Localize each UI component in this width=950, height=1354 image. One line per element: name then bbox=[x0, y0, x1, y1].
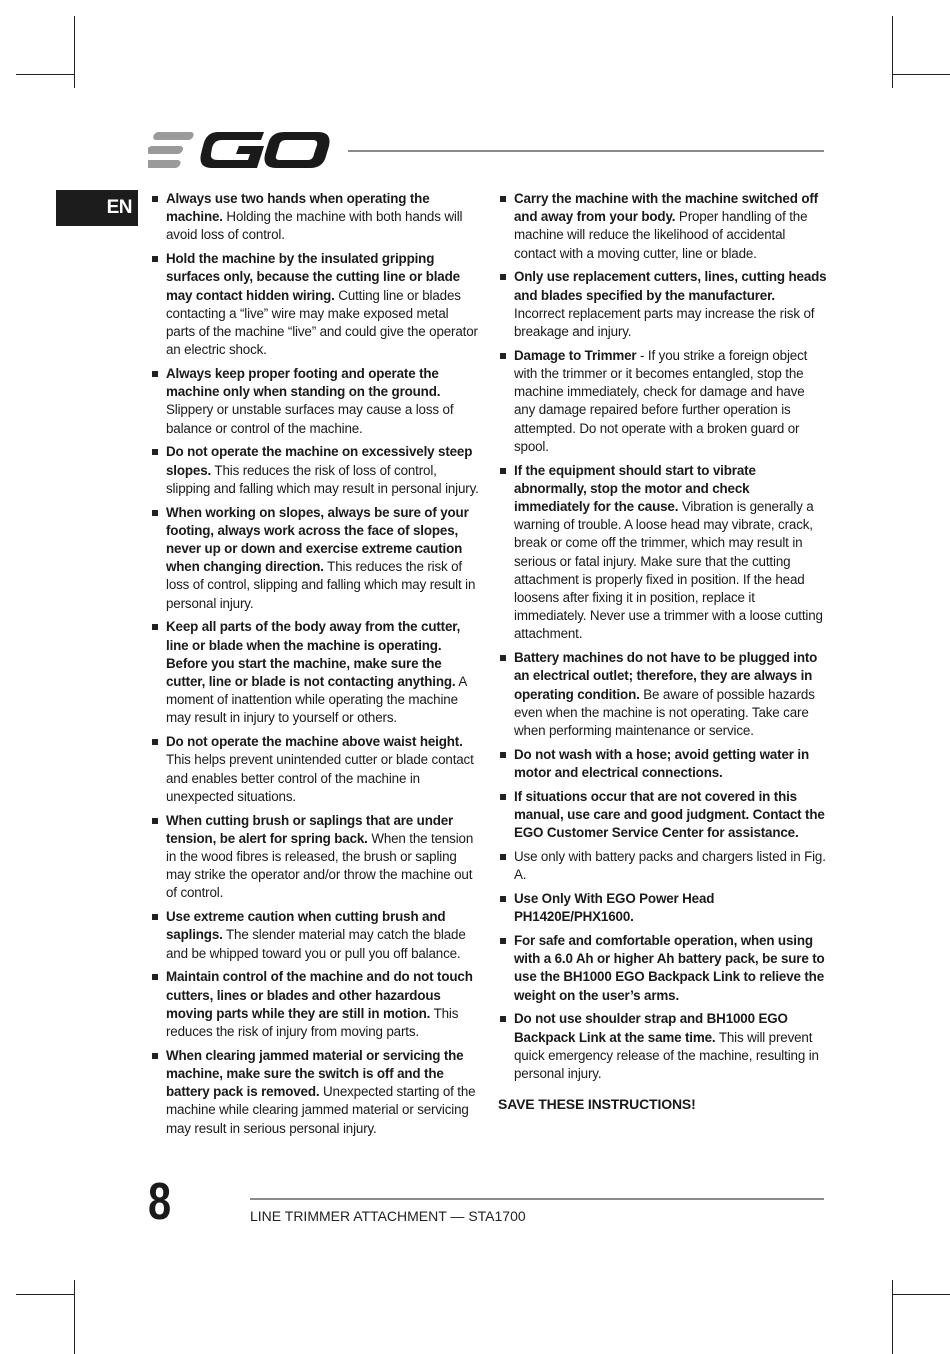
instruction-bold: Keep all parts of the body away from the cutter, line or blade when the machine is operating. Before you start the machine, make sure the cutter, line or blade is not contacting anything. bbox=[166, 619, 461, 690]
instruction-text: This reduces the risk of injury from moving parts. bbox=[166, 1005, 459, 1040]
instruction-text: Use only with battery packs and chargers listed in Fig. A. bbox=[514, 849, 826, 883]
crop-mark bbox=[74, 16, 75, 88]
instruction-text: This will prevent quick emergency release of the machine, resulting in personal injury. bbox=[514, 1029, 819, 1082]
instruction-item bbox=[498, 746, 828, 782]
instruction-item bbox=[150, 190, 480, 245]
instruction-bold: Do not operate the machine above waist height. bbox=[166, 734, 463, 750]
crop-mark bbox=[16, 74, 74, 75]
instruction-item bbox=[498, 347, 828, 456]
instruction-bold: When cutting brush or saplings that are under tension, be alert for spring back. bbox=[166, 812, 454, 846]
instruction-item bbox=[498, 890, 828, 926]
instruction-bold: Maintain control of the machine and do not touch cutters, lines or blades and other hazardous moving parts while they are still in motion. bbox=[166, 969, 473, 1021]
instruction-bold: When clearing jammed material or servicing the machine, make sure the switch is off and the battery pack is removed. bbox=[166, 1047, 464, 1100]
instruction-bold: If the equipment should start to vibrate abnormally, stop the motor and check immediately for the cause. bbox=[514, 462, 756, 515]
instruction-text: Holding the machine with both hands will avoid loss of control. bbox=[166, 209, 463, 243]
instruction-text: Incorrect replacement parts may increase the risk of breakage and injury. bbox=[514, 305, 815, 340]
instruction-item bbox=[498, 649, 828, 740]
instruction-item bbox=[150, 968, 480, 1041]
instruction-bold: Use Only With EGO Power Head PH1420E/PHX1600. bbox=[514, 891, 715, 925]
instruction-text: - If you strike a foreign object with the trimmer or it becomes entangled, stop the machine immediately, check for damage and have any damage repaired before further operation is attempted. Do not operate with a broken guard or spool. bbox=[514, 347, 808, 454]
instruction-item bbox=[498, 462, 828, 644]
instruction-bold: Do not use shoulder strap and BH1000 EGO Backpack Link at the same time. bbox=[514, 1011, 788, 1045]
page-number: 8 bbox=[148, 1173, 170, 1231]
instruction-bold: Always use two hands when operating the machine. bbox=[166, 191, 430, 225]
footer-title: LINE TRIMMER ATTACHMENT — STA1700 bbox=[250, 1208, 526, 1224]
crop-mark bbox=[892, 1280, 893, 1354]
instruction-item bbox=[150, 504, 480, 613]
instruction-item bbox=[150, 908, 480, 963]
instruction-bold: Use extreme caution when cutting brush and saplings. bbox=[166, 909, 446, 943]
instruction-bold: Only use replacement cutters, lines, cutting heads and blades specified by the manufacturer. bbox=[514, 269, 827, 303]
ego-logo bbox=[148, 128, 332, 172]
instruction-bold: Do not wash with a hose; avoid getting water in motor and electrical connections. bbox=[514, 746, 810, 781]
instruction-text: Cutting line or blades contacting a “live” wire may make exposed metal parts of the machine “live” and could give the operator an electric shock. bbox=[166, 287, 478, 358]
instruction-item bbox=[150, 1047, 480, 1138]
instruction-text: The slender material may catch the blade and be whipped toward you or pull you off balance. bbox=[166, 927, 466, 961]
instruction-item bbox=[498, 268, 828, 341]
instruction-bold: Hold the machine by the insulated gripping surfaces only, because the cutting line or blade may contact hidden wiring. bbox=[166, 251, 460, 303]
instruction-text: Be aware of possible hazards even when the machine is not operating. Take care when performing maintenance or service. bbox=[514, 686, 815, 739]
instruction-item bbox=[150, 443, 480, 498]
crop-mark bbox=[892, 74, 950, 75]
instruction-text: Proper handling of the machine will reduce the likelihood of accidental contact with a moving cutter, line or blade. bbox=[514, 209, 808, 261]
instruction-text: This helps prevent unintended cutter or blade contact and enables better control of the machine in unexpected situations. bbox=[166, 752, 474, 804]
instruction-bold: Battery machines do not have to be plugged into an electrical outlet; therefore, they are always in operating condition. bbox=[514, 650, 818, 702]
instruction-item bbox=[150, 250, 480, 359]
header-rule bbox=[348, 150, 824, 152]
instruction-item bbox=[150, 365, 480, 438]
instruction-item bbox=[150, 812, 480, 903]
instruction-item bbox=[150, 733, 480, 806]
instruction-text: Vibration is generally a warning of trouble. A loose head may vibrate, crack, break or come off the trimmer, which may result in serious or fatal injury. Make sure that the cutting attachment is properly fixed in position. If the head loosens after fixing it in position, replace it immediately. Never use a trimmer with a loose cutting attachment. bbox=[514, 499, 823, 642]
instruction-text: A moment of inattention while operating the machine may result in injury to yourself or others. bbox=[166, 674, 467, 726]
instruction-item bbox=[498, 190, 828, 263]
instruction-text: Unexpected starting of the machine while clearing jammed material or servicing may result in serious personal injury. bbox=[166, 1084, 476, 1136]
instruction-text: This reduces the risk of loss of control, slipping and falling which may result in personal injury. bbox=[166, 462, 479, 496]
crop-mark bbox=[892, 16, 893, 88]
instruction-item bbox=[150, 618, 480, 727]
instruction-bold: Damage to Trimmer bbox=[514, 347, 637, 363]
crop-mark bbox=[74, 1280, 75, 1354]
right-column bbox=[498, 190, 828, 1113]
language-tab: EN bbox=[56, 190, 138, 226]
instruction-bold: When working on slopes, always be sure of your footing, always work across the face of slopes, never up or down and exercise extreme caution when changing direction. bbox=[166, 504, 469, 575]
instruction-bold: Always keep proper footing and operate the machine only when standing on the ground. bbox=[166, 366, 441, 400]
instruction-text: This reduces the risk of loss of control, slipping and falling which may result in personal injury. bbox=[166, 559, 476, 611]
instruction-text: Slippery or unstable surfaces may cause a loss of balance or control of the machine. bbox=[166, 402, 454, 436]
footer-rule bbox=[250, 1198, 824, 1200]
instruction-bold: If situations occur that are not covered in this manual, use care and good judgment. Contact the EGO Customer Service Center for assistance. bbox=[514, 788, 825, 841]
instruction-item bbox=[498, 848, 828, 884]
save-instructions: SAVE THESE INSTRUCTIONS! bbox=[498, 1096, 696, 1113]
instruction-item bbox=[498, 932, 828, 1005]
instruction-bold: For safe and comfortable operation, when using with a 6.0 Ah or higher Ah battery pack, be sure to use the BH1000 EGO Backpack Link to relieve the weight on the user’s arms. bbox=[514, 933, 825, 1003]
instruction-text: When the tension in the wood fibres is released, the brush or sapling may strike the operator and/or throw the machine out of control. bbox=[166, 830, 474, 901]
crop-mark bbox=[892, 1294, 950, 1295]
instruction-bold: Carry the machine with the machine switched off and away from your body. bbox=[514, 191, 818, 225]
instruction-item bbox=[498, 1010, 828, 1083]
left-column bbox=[150, 190, 480, 1143]
instruction-bold: Do not operate the machine on excessively steep slopes. bbox=[166, 444, 473, 478]
instruction-item bbox=[498, 788, 828, 843]
crop-mark bbox=[16, 1294, 74, 1295]
